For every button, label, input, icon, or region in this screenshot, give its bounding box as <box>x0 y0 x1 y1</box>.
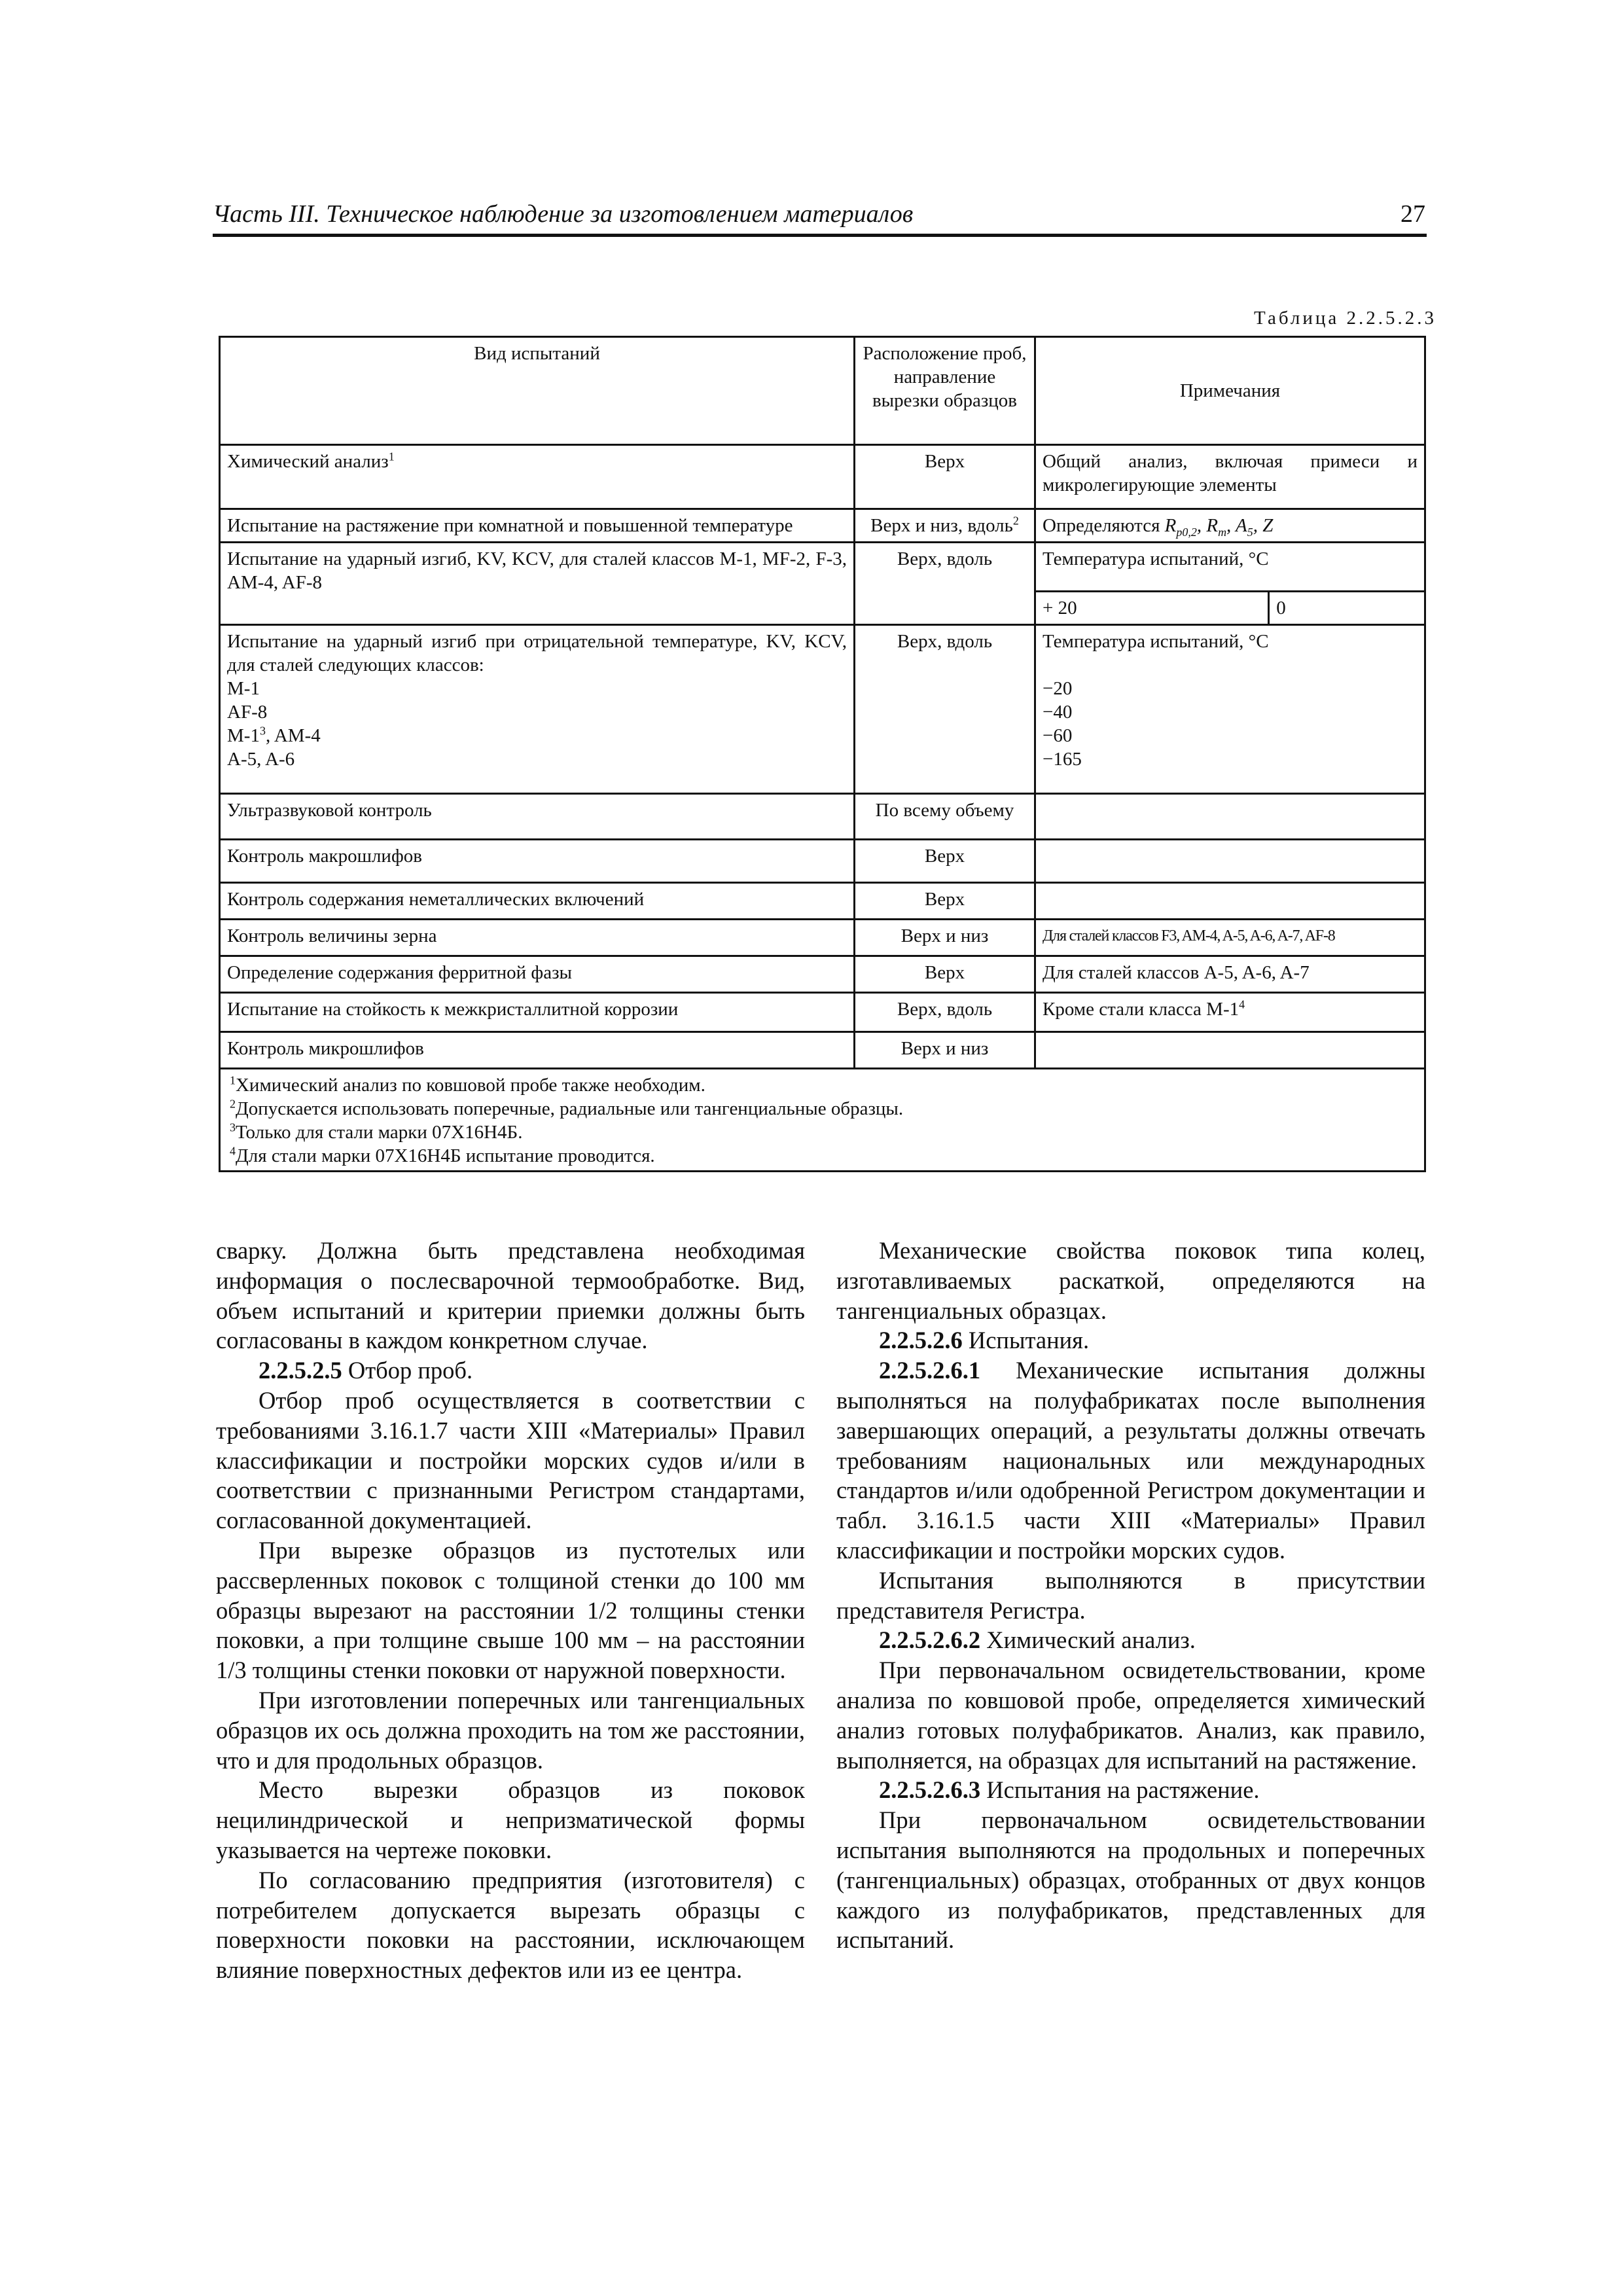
paragraph: 2.2.5.2.6.1 Механические испытания должны выполняться на полуфабрикатах после выполнения завершающих операций, а результаты должны отвечать требованиям национальных или международных стандартов и/или одобренной Регистром документации и табл. 3.16.1.5 части XIII «Материалы» Правил классификации и постройки морских судов. <box>836 1357 1425 1564</box>
cell-location: Верх и низ <box>855 1032 1035 1069</box>
table-row <box>220 883 1425 920</box>
temperature-label: Температура испытаний, °C <box>1036 543 1424 592</box>
paragraph: Испытания выполняются в присутствии представителя Регистра. <box>836 1566 1425 1624</box>
section-heading: 2.2.5.2.6.2 Химический анализ. <box>879 1626 1196 1654</box>
running-header <box>213 200 1427 237</box>
paragraph: Отбор проб осуществляется в соответствии с требованиями 3.16.1.7 части XIII «Материалы» Правил классификации и постройки морских судов и/или в соответствии с признанными Регистром стандартами, согласованной документацией. <box>216 1386 805 1534</box>
cell-notes: Для сталей классов A-5, A-6, A-7 <box>1035 956 1425 993</box>
cell-test: Испытание на ударный изгиб при отрицательной температуре, KV, KCV, для сталей следующих классов: M-1 AF-8 $M-1^3$, AM-4 A-5, A-6 <box>220 625 855 794</box>
footnote-1: $^1$Химический анализ по ковшовой пробе также необходим. <box>230 1073 705 1096</box>
table-row <box>220 794 1425 840</box>
cell-test: Определение содержания ферритной фазы <box>220 956 855 993</box>
cell-notes <box>1035 543 1425 625</box>
cell-notes <box>1035 883 1425 920</box>
temperature-value: + 20 <box>1036 592 1269 624</box>
cell-test: Контроль микрошлифов <box>220 1032 855 1069</box>
cell-test: Испытание на стойкость к межкристаллитной коррозии <box>220 993 855 1032</box>
cell-test: Испытание на растяжение при комнатной и повышенной температуре <box>220 509 855 543</box>
cell-location: Верх и низ <box>855 920 1035 956</box>
table-row <box>220 956 1425 993</box>
table-row <box>220 625 1425 794</box>
paragraph: По согласованию предприятия (изготовителя) с потребителем допускается вырезать образцы с поверхности поковки на расстоянии, исключающем влияние поверхностных дефектов или из ее центра. <box>216 1866 805 1984</box>
cell-test: Химический анализ$^1$ <box>220 445 855 509</box>
cell-notes <box>1035 1032 1425 1069</box>
cell-test: Контроль содержания неметаллических включений <box>220 883 855 920</box>
table-row <box>220 993 1425 1032</box>
paragraph: сварку. Должна быть представлена необходимая информация о послесварочной термообработке. Вид, объем испытаний и критерии приемки должны быть согласованы в каждом конкретном случае. <box>216 1237 805 1354</box>
cell-notes: Общий анализ, включая примеси и микролегирующие элементы <box>1035 445 1425 509</box>
table-footnotes-row <box>220 1069 1425 1172</box>
section-heading: 2.2.5.2.6.3 Испытания на растяжение. <box>879 1776 1260 1804</box>
table-row <box>220 445 1425 509</box>
cell-notes: Температура испытаний, °C −20 −40 −60 −165 <box>1035 625 1425 794</box>
cell-location: Верх, вдоль <box>855 625 1035 794</box>
paragraph: При первоначальном освидетельствовании, кроме анализа по ковшовой пробе, определяется химический анализ готовых полуфабрикатов. Анализ, как правило, выполняется, на образцах для испытаний на растяжение. <box>836 1657 1425 1774</box>
cell-notes <box>1035 840 1425 883</box>
temperature-value: 0 <box>1276 598 1286 619</box>
cell-notes: Кроме стали класса $M-1^4$ <box>1035 993 1425 1032</box>
cell-location: Верх <box>855 883 1035 920</box>
footnote-4: $^4$Для стали марки 07X16H4Б испытание проводится. <box>230 1144 655 1166</box>
cell-test: Контроль макрошлифов <box>220 840 855 883</box>
section-heading: 2.2.5.2.6 Испытания. <box>879 1327 1090 1354</box>
page-number: 27 <box>1400 200 1425 228</box>
column-header-location: Расположение проб, направление вырезки образцов <box>855 337 1035 445</box>
table-row <box>220 1032 1425 1069</box>
table-header-row <box>220 337 1425 445</box>
footnote-3: $^3$Только для стали марки 07X16H4Б. <box>230 1121 523 1143</box>
left-text-column <box>216 1236 805 1985</box>
paragraph: При изготовлении поперечных или тангенциальных образцов их ось должна проходить на том же расстоянии, что и для продольных образцов. <box>216 1686 805 1774</box>
cell-test: Ультразвуковой контроль <box>220 794 855 840</box>
cell-location: Верх и низ, вдоль$^2$ <box>855 509 1035 543</box>
cell-location: Верх, вдоль <box>855 993 1035 1032</box>
right-text-column <box>836 1236 1425 1955</box>
cell-location: Верх, вдоль <box>855 543 1035 625</box>
column-header-test: Вид испытаний <box>220 337 855 445</box>
tests-table <box>219 336 1426 1172</box>
table-row <box>220 509 1425 543</box>
cell-test: Испытание на ударный изгиб, KV, KCV, для сталей классов M-1, MF-2, F-3, AM-4, AF-8 <box>220 543 855 625</box>
paragraph: При вырезке образцов из пустотелых или рассверленных поковок с толщиной стенки до 100 мм образцы вырезают на расстоянии 1/2 толщины стенки поковки, а при толщине свыше 100 мм – на расстоянии 1/3 толщины стенки поковки от наружной поверхности. <box>216 1536 805 1684</box>
table-footnotes <box>220 1069 1425 1172</box>
paragraph: Место вырезки образцов из поковок нецилиндрической и непризматической формы указывается на чертеже поковки. <box>216 1776 805 1863</box>
cell-location: Верх <box>855 445 1035 509</box>
paragraph: При первоначальном освидетельствовании испытания выполняются на продольных и поперечных (тангенциальных) образцах, отобранных от двух концов каждого из полуфабрикатов, представленных для испытаний. <box>836 1806 1425 1954</box>
table-row <box>220 543 1425 625</box>
cell-notes: Определяются $R_{p0,2}$, $R_m$, $A_5$, Z <box>1035 509 1425 543</box>
table-caption: Таблица 2.2.5.2.3 <box>1253 308 1436 329</box>
cell-notes: Для сталей классов F3, AM-4, A-5, A-6, A-7, AF-8 <box>1035 920 1425 956</box>
paragraph: Механические свойства поковок типа колец, изготавливаемых раскаткой, определяются на тангенциальных образцах. <box>836 1237 1425 1324</box>
running-header-title: Часть III. Техническое наблюдение за изготовлением материалов <box>213 200 914 228</box>
column-header-notes: Примечания <box>1035 337 1425 445</box>
table-row <box>220 920 1425 956</box>
footnote-2: $^2$Допускается использовать поперечные, радиальные или тангенциальные образцы. <box>230 1097 904 1119</box>
table-row <box>220 840 1425 883</box>
cell-notes <box>1035 794 1425 840</box>
cell-test: Контроль величины зерна <box>220 920 855 956</box>
cell-location: По всему объему <box>855 794 1035 840</box>
section-heading: 2.2.5.2.5 Отбор проб. <box>259 1357 473 1384</box>
cell-location: Верх <box>855 956 1035 993</box>
cell-location: Верх <box>855 840 1035 883</box>
